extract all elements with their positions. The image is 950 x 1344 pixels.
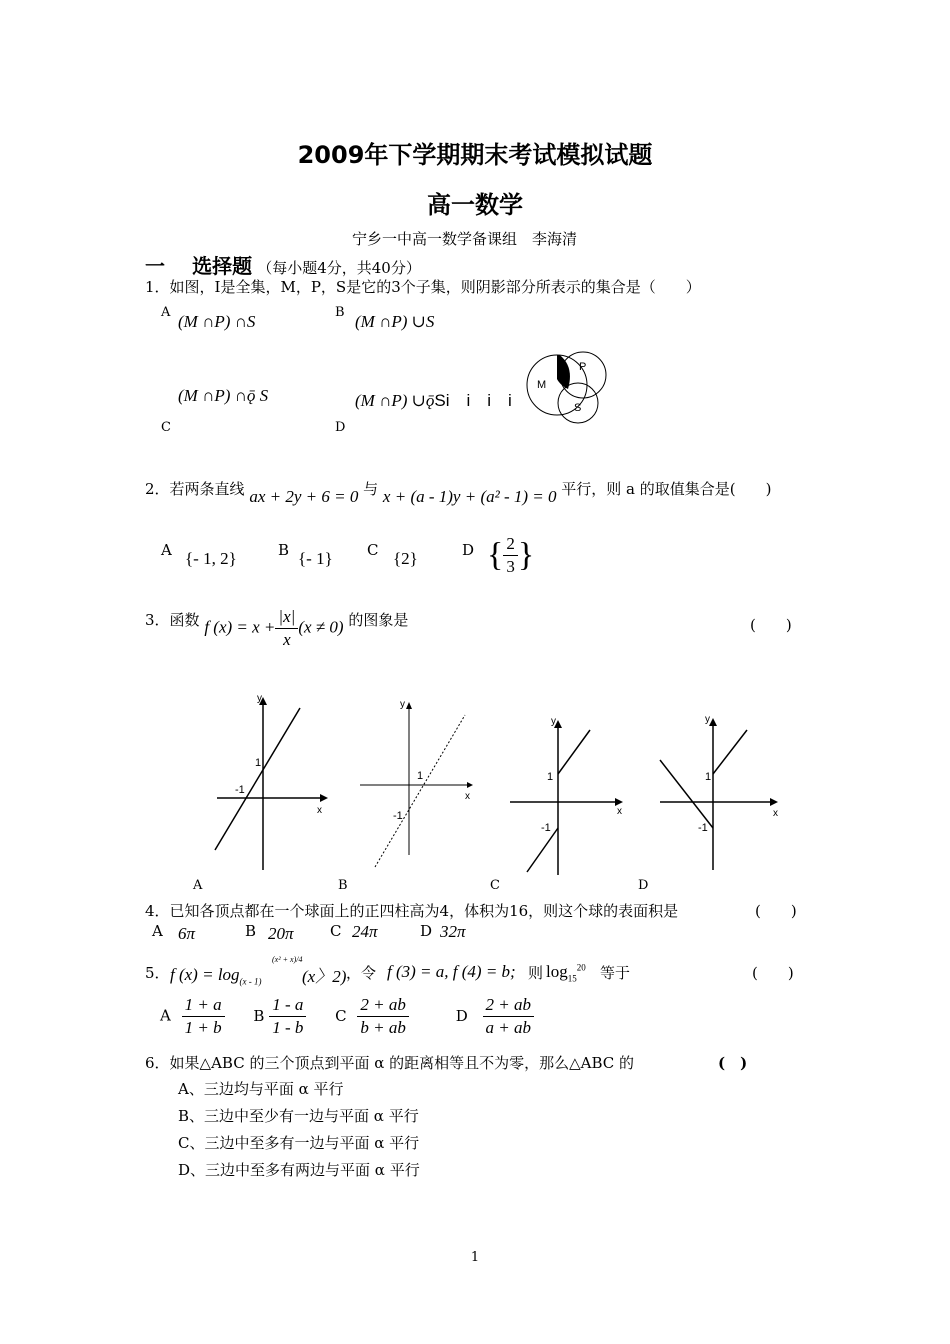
- q3-graph-label-d: D: [638, 878, 649, 893]
- q6-paren: ( ): [718, 1054, 748, 1072]
- q5-tail: 等于: [600, 964, 631, 982]
- q3-graph-a-tick1: 1: [255, 757, 262, 769]
- q5-exp: (x² + x)/4: [272, 955, 303, 964]
- q5-log-text: log: [546, 962, 568, 981]
- q2-label-a: A: [161, 541, 172, 559]
- q5-paren: ( ): [752, 964, 794, 982]
- q1-option-b: (M ∩P) ∪S: [355, 312, 435, 331]
- q3-frac-num: |x|: [275, 606, 298, 629]
- q3-graph-c-tickm1: -1: [541, 822, 551, 834]
- q5-label-a: A: [160, 1006, 171, 1025]
- q5-opt-b-num: 1 - a: [269, 994, 306, 1017]
- q3-graph-c-tick1: 1: [547, 771, 554, 783]
- q2-option-a: {- 1, 2}: [185, 549, 237, 568]
- q2-mid: 与: [363, 480, 379, 498]
- q5-label-d: D: [455, 1006, 468, 1025]
- q5-func-text: f (x) = log: [170, 965, 240, 984]
- q2-option-d-den: 3: [506, 557, 515, 576]
- q1-label-b: B: [335, 305, 345, 320]
- q3-graph-d-tickm1: -1: [698, 822, 708, 834]
- q3-graph-c: [505, 710, 635, 880]
- q5-num: 5．: [145, 964, 170, 982]
- q6-option-c: C、三边中至多有一边与平面 α 平行: [178, 1134, 420, 1152]
- q5-label-b: B: [253, 1006, 265, 1025]
- q5-log-base: 15: [567, 973, 577, 984]
- q4-option-b: 20π: [268, 924, 294, 943]
- section-name: 选择题: [192, 254, 253, 278]
- q3-tail: 的图象是: [348, 610, 409, 629]
- q5-mid: ，令: [346, 964, 377, 982]
- q2-eq1: ax + 2y + 6 = 0: [249, 487, 359, 506]
- q4-stem: 4．已知各顶点都在一个球面上的正四柱高为4，体积为16，则这个球的表面积是: [145, 902, 679, 920]
- q6-option-b: B、三边中至少有一边与平面 α 平行: [178, 1107, 419, 1125]
- q5-then: 则: [528, 964, 544, 982]
- q2-num: 2．若两条直线: [145, 480, 245, 498]
- q4-option-a: 6π: [178, 924, 196, 943]
- q5-given: f (3) = a, f (4) = b;: [387, 962, 516, 981]
- venn-label-s: S: [574, 402, 582, 414]
- q3-graph-label-a: A: [193, 878, 203, 893]
- q3-frac-den: x: [283, 630, 291, 649]
- q5-func: [170, 965, 262, 986]
- q3-graph-b: [355, 695, 485, 875]
- q5-opt-d-den: a + ab: [485, 1018, 531, 1037]
- q3-graph-d-x: x: [773, 808, 778, 819]
- q1-label-a: A: [161, 305, 171, 320]
- section-heading: [145, 250, 421, 279]
- q2-tail: 平行，则 a 的取值集合是( ): [561, 480, 772, 498]
- q3-line: [145, 606, 408, 651]
- q3-graph-d-tick1: 1: [705, 771, 712, 783]
- q5-base: (x - 1): [239, 976, 262, 987]
- q3-cond: (x ≠ 0): [298, 617, 344, 637]
- q1-option-d-tail: Si i i i: [434, 391, 512, 410]
- q5-opt-b-den: 1 - b: [272, 1018, 304, 1037]
- q5-options: [160, 994, 534, 1039]
- q5-opt-a-den: 1 + b: [184, 1018, 222, 1037]
- q5-log-arg: 20: [576, 962, 586, 973]
- q5-cond: (x〉2): [302, 967, 347, 986]
- venn-diagram: [520, 345, 615, 425]
- q5-opt-c-den: b + ab: [360, 1018, 406, 1037]
- q6-stem: 6．如果△ABC 的三个顶点到平面 α 的距离相等且不为零，那么△ABC 的: [145, 1054, 635, 1072]
- venn-label-p: P: [579, 361, 587, 373]
- page-number: 1: [470, 1250, 480, 1265]
- page-title: 2009年下学期期末考试模拟试题: [297, 141, 653, 169]
- section-number: 一: [145, 254, 165, 278]
- q2-option-b: {- 1}: [298, 549, 333, 568]
- q2-label-c: C: [367, 541, 379, 559]
- q3-graph-b-x: x: [465, 791, 470, 802]
- q1-option-c-tail: S: [259, 386, 269, 405]
- q4-label-a: A: [152, 922, 163, 940]
- q1-option-d: [355, 386, 512, 411]
- q3-graph-a-x: x: [317, 805, 322, 816]
- q3-graph-c-y: y: [551, 716, 556, 727]
- q3-func: f (x) = x +: [204, 617, 276, 637]
- q1-label-d: D: [335, 420, 346, 435]
- q2-option-d: { $\frac{2}{3}$ }: [487, 534, 535, 576]
- q3-graph-a: [205, 690, 335, 875]
- q3-graph-b-tickm1: -1: [393, 810, 403, 822]
- q1-option-c: [178, 386, 268, 406]
- q3-graph-label-b: B: [338, 878, 348, 893]
- q3-graph-d: [655, 710, 785, 880]
- q3-graph-b-y: y: [400, 699, 405, 710]
- q4-label-b: B: [245, 922, 257, 940]
- q5-log: [546, 962, 586, 983]
- q4-option-c: 24π: [352, 922, 378, 941]
- page-subtitle: 高一数学: [427, 191, 523, 219]
- q2-option-d-num: 2: [503, 533, 518, 556]
- q2-label-d: D: [462, 541, 475, 559]
- q4-paren: ( ): [755, 902, 797, 920]
- q5-opt-d-num: 2 + ab: [483, 994, 534, 1017]
- author-line: 宁乡一中高一数学备课组 李海清: [352, 230, 578, 248]
- q2-eq2: x + (a - 1)y + (a² - 1) = 0: [382, 487, 557, 506]
- q1-label-c: C: [161, 420, 171, 435]
- q3-graph-d-y: y: [705, 714, 710, 725]
- q2-option-c: {2}: [393, 549, 418, 568]
- q1-option-a: (M ∩P) ∩S: [178, 312, 256, 331]
- q4-label-c: C: [330, 922, 342, 940]
- q2-line: [145, 478, 772, 506]
- q6-option-d: D、三边中至多有两边与平面 α 平行: [178, 1161, 420, 1179]
- q4-option-d: 32π: [440, 922, 466, 941]
- q3-graph-a-tickm1: -1: [235, 784, 245, 796]
- section-note: （每小题4分，共40分）: [257, 259, 421, 277]
- q1-option-d-text: (M ∩P) ∪ǭ: [355, 391, 435, 410]
- q5-opt-c-num: 2 + ab: [357, 994, 408, 1017]
- q5-label-c: C: [335, 1006, 347, 1025]
- q4-label-d: D: [420, 922, 433, 940]
- q3-graph-a-y: y: [257, 693, 262, 704]
- q1-stem: 1．如图，I是全集，M，P，S是它的3个子集，则阴影部分所表示的集合是（ ）: [145, 278, 701, 296]
- q3-num: 3．函数: [145, 610, 200, 629]
- q3-graph-label-c: C: [490, 878, 500, 893]
- q6-option-a: A、三边均与平面 α 平行: [178, 1080, 344, 1098]
- q3-graph-b-tick1: 1: [417, 770, 424, 782]
- q3-paren: ( ): [750, 616, 792, 634]
- q2-label-b: B: [278, 541, 290, 559]
- venn-label-m: M: [537, 379, 547, 391]
- q5-opt-a-num: 1 + a: [182, 994, 225, 1017]
- venn-shaded-region: [557, 353, 570, 389]
- q1-option-c-text: (M ∩P) ∩ǭ: [178, 386, 256, 405]
- q3-graph-c-x: x: [617, 806, 622, 817]
